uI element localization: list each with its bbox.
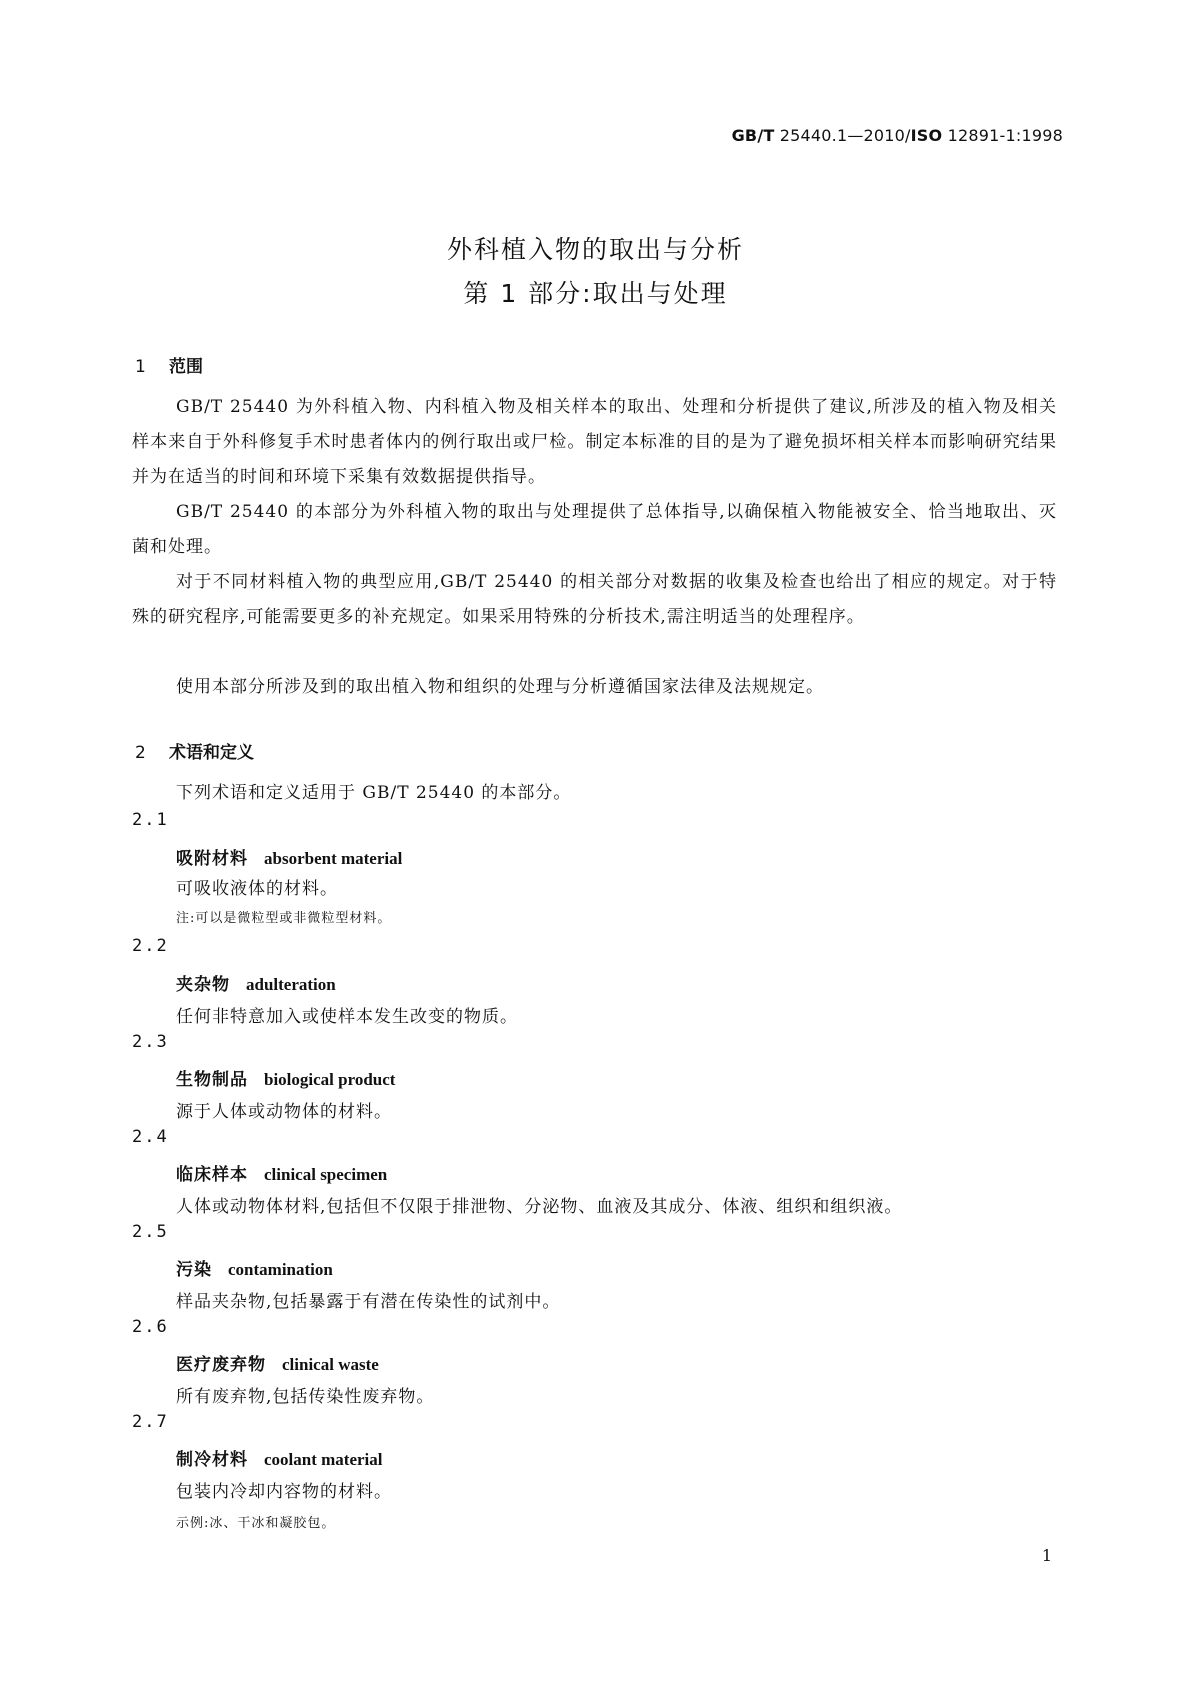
term-en: coolant material xyxy=(264,1450,383,1469)
term-zh: 生物制品 xyxy=(176,1070,248,1090)
section-heading-scope xyxy=(135,352,203,377)
iso-prefix: ISO xyxy=(910,126,943,145)
page-number: 1 xyxy=(1041,1546,1052,1565)
term-definition: 可吸收液体的材料。 xyxy=(176,879,338,899)
standard-code xyxy=(732,126,1063,145)
term-number: 2.3 xyxy=(132,1032,169,1052)
paragraph: 对于不同材料植入物的典型应用,GB/T 25440 的相关部分对数据的收集及检查也给出了相应的规定。对于特殊的研究程序,可能需要更多的补充规定。如果采用特殊的分析技术,需注明适当的处理程序。 xyxy=(132,572,1057,627)
section-intro: 下列术语和定义适用于 GB/T 25440 的本部分。 xyxy=(176,783,572,803)
term-number: 2.1 xyxy=(132,810,169,830)
paragraph: 使用本部分所涉及到的取出植入物和组织的处理与分析遵循国家法律及法规规定。 xyxy=(176,677,824,697)
term-example: 示例:冰、干冰和凝胶包。 xyxy=(176,1516,336,1531)
term-en: biological product xyxy=(264,1070,396,1089)
term-heading xyxy=(176,1350,379,1375)
term-definition: 任何非特意加入或使样本发生改变的物质。 xyxy=(176,1007,518,1027)
term-heading xyxy=(176,1255,333,1280)
term-heading xyxy=(176,1160,387,1185)
term-definition: 样品夹杂物,包括暴露于有潜在传染性的试剂中。 xyxy=(176,1292,561,1312)
term-heading xyxy=(176,970,336,995)
term-number: 2.6 xyxy=(132,1317,169,1337)
term-zh: 医疗废弃物 xyxy=(176,1355,266,1375)
term-number: 2.7 xyxy=(132,1412,169,1432)
term-en: adulteration xyxy=(246,975,336,994)
paragraph: GB/T 25440 的本部分为外科植入物的取出与处理提供了总体指导,以确保植入物能被安全、恰当地取出、灭菌和处理。 xyxy=(132,502,1057,557)
term-heading xyxy=(176,1445,383,1470)
iso-number: 12891-1:1998 xyxy=(942,126,1063,145)
term-definition: 源于人体或动物体的材料。 xyxy=(176,1102,392,1122)
term-definition: 所有废弃物,包括传染性废弃物。 xyxy=(176,1387,435,1407)
standard-code-prefix: GB/T xyxy=(731,126,775,145)
document-subtitle: 第 1 部分:取出与处理 xyxy=(463,279,728,308)
term-zh: 污染 xyxy=(176,1260,212,1280)
term-en: clinical specimen xyxy=(264,1165,388,1184)
term-zh: 临床样本 xyxy=(176,1165,248,1185)
term-number: 2.2 xyxy=(132,936,169,956)
term-zh: 夹杂物 xyxy=(176,975,230,995)
term-zh: 吸附材料 xyxy=(176,849,248,869)
section-title: 范围 xyxy=(169,357,203,377)
section-number: 1 xyxy=(135,357,146,377)
term-note: 注:可以是微粒型或非微粒型材料。 xyxy=(176,911,392,926)
term-zh: 制冷材料 xyxy=(176,1450,248,1470)
paragraph: GB/T 25440 为外科植入物、内科植入物及相关样本的取出、处理和分析提供了建议,所涉及的植入物及相关样本来自于外科修复手术时患者体内的例行取出或尸检。制定本标准的目的是为了避免损坏相关样本而影响研究结果并为在适当的时间和环境下采集有效数据提供指导。 xyxy=(132,397,1057,487)
term-number: 2.4 xyxy=(132,1127,169,1147)
section-heading-terms xyxy=(135,738,254,763)
term-heading xyxy=(176,844,402,869)
term-en: contamination xyxy=(228,1260,333,1279)
section-title: 术语和定义 xyxy=(169,743,254,763)
term-en: clinical waste xyxy=(282,1355,379,1374)
section-number: 2 xyxy=(135,743,146,763)
term-heading xyxy=(176,1065,395,1090)
term-definition: 人体或动物体材料,包括但不仅限于排泄物、分泌物、血液及其成分、体液、组织和组织液。 xyxy=(176,1197,903,1217)
term-definition: 包装内冷却内容物的材料。 xyxy=(176,1482,392,1502)
term-number: 2.5 xyxy=(132,1222,169,1242)
standard-code-number: 25440.1—2010/ xyxy=(774,126,911,145)
document-title: 外科植入物的取出与分析 xyxy=(446,235,744,264)
term-en: absorbent material xyxy=(264,849,403,868)
